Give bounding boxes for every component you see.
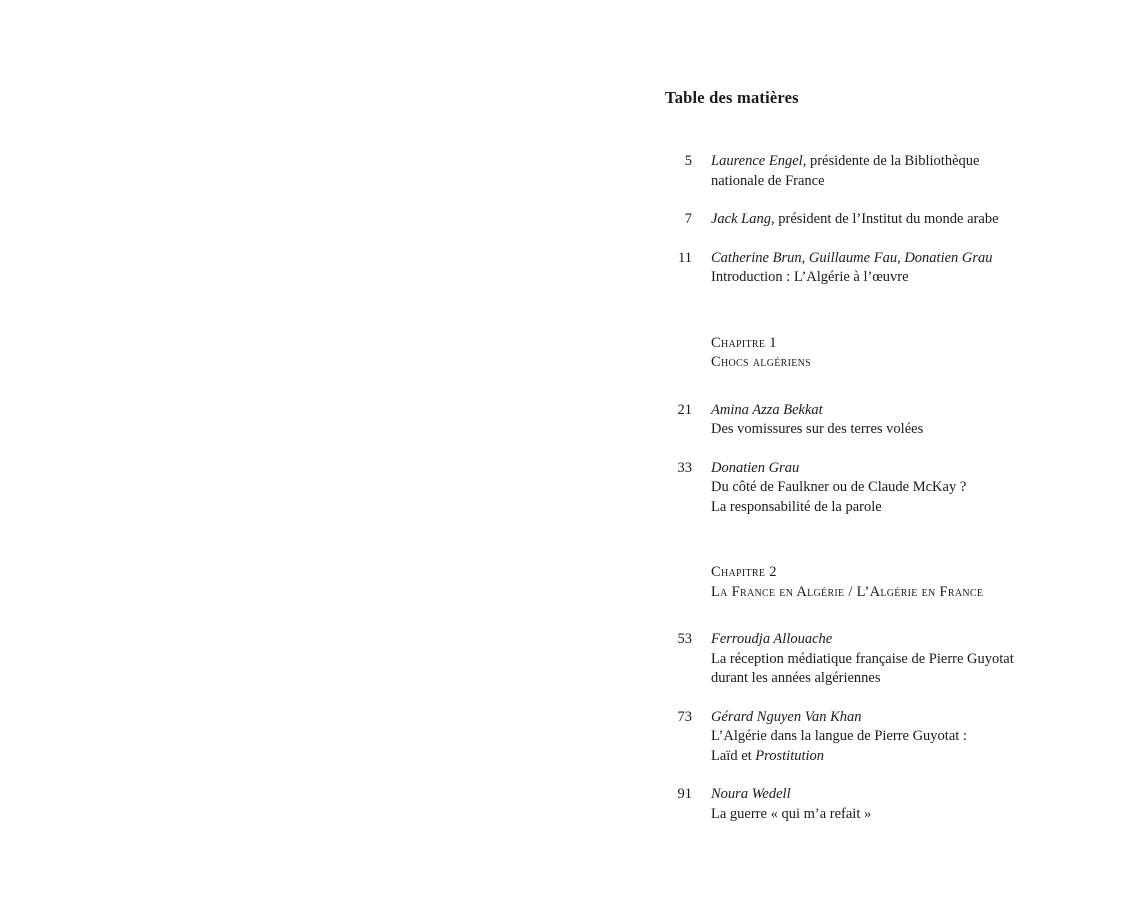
- toc-entry-author: Gérard Nguyen Van Khan: [711, 708, 862, 725]
- toc-entry-body: [711, 152, 979, 191]
- toc-entry-author-line: [711, 630, 1014, 650]
- toc-entry-author-line: [711, 210, 999, 230]
- toc-entry-body: [711, 210, 999, 230]
- toc-entry[interactable]: [660, 630, 1060, 689]
- toc-entry[interactable]: [660, 459, 1060, 518]
- chapter-heading: [711, 563, 1060, 602]
- toc-entry-author-role: , président de l’Institut du monde arabe: [771, 211, 999, 227]
- toc-entry-page-number: 21: [677, 401, 692, 418]
- toc-entry-author: Ferroudja Allouache: [711, 631, 833, 647]
- toc-entry-body: [711, 708, 967, 767]
- toc-entry-body: [711, 459, 966, 518]
- toc-entry-page-number: 53: [677, 631, 692, 647]
- toc-entry-author-line: [711, 152, 979, 172]
- chapter-name: La France en Algérie / L’Algérie en France: [711, 583, 984, 600]
- toc-entry-author-line: [711, 459, 966, 479]
- toc-entry[interactable]: [660, 401, 1060, 440]
- toc-entry-body: [711, 785, 871, 824]
- toc-entry-author: Laurence Engel: [711, 153, 803, 169]
- toc-entry-page-number: 5: [684, 153, 692, 169]
- toc-entry-body: [711, 401, 923, 440]
- toc-entry[interactable]: [660, 210, 1060, 230]
- work-title: Prostitution: [755, 747, 825, 764]
- toc-entry-author: Catherine Brun, Guillaume Fau, Donatien Grau: [711, 249, 993, 266]
- toc-entry-title-line: nationale de France: [711, 172, 825, 189]
- toc-entry[interactable]: [660, 785, 1060, 824]
- toc-entry-author-line: [711, 401, 923, 421]
- toc-entry[interactable]: [660, 249, 1060, 288]
- toc-entry-title-line: Introduction : L’Algérie à l’œuvre: [711, 269, 909, 285]
- table-of-contents: [660, 88, 1060, 843]
- toc-entry-author: Donatien Grau: [711, 459, 800, 476]
- toc-entry-title-line: La responsabilité de la parole: [711, 498, 882, 515]
- toc-entry-title-line: Des vomissures sur des terres volées: [711, 421, 924, 437]
- toc-entry-body: [711, 249, 993, 288]
- toc-entry-author-line: [711, 708, 967, 728]
- toc-entry-page-number: 7: [684, 211, 692, 227]
- page-title: Table des matières: [665, 88, 799, 107]
- toc-entry-author: Jack Lang: [711, 211, 771, 227]
- toc-entry-author: Noura Wedell: [711, 786, 791, 802]
- toc-entry-body: [711, 630, 1014, 689]
- toc-entry-page-number: 73: [677, 708, 692, 725]
- toc-entry-title-line: durant les années algériennes: [711, 670, 881, 686]
- toc-entry-title-line: Laïd et Prostitution: [711, 747, 825, 764]
- chapter-heading: [711, 334, 1060, 373]
- chapter-label: Chapitre 1: [711, 334, 777, 351]
- toc-entry-author: Amina Azza Bekkat: [711, 401, 823, 418]
- toc-entry-title-line: Du côté de Faulkner ou de Claude McKay ?: [711, 479, 967, 495]
- chapter-label: Chapitre 2: [711, 564, 777, 580]
- toc-entry[interactable]: [660, 708, 1060, 767]
- toc-entry-page-number: 91: [677, 786, 692, 802]
- chapter-name: Chocs algériens: [711, 354, 812, 370]
- toc-entry-title-line: La réception médiatique française de Pierre Guyotat: [711, 650, 1014, 667]
- toc-entry-author-line: [711, 249, 993, 269]
- toc-entry-title-line: La guerre « qui m’a refait »: [711, 805, 872, 822]
- toc-entry-author-line: [711, 785, 871, 805]
- toc-entry-page-number: 33: [677, 459, 692, 476]
- toc-entry-author-role: , présidente de la Bibliothèque: [802, 153, 980, 169]
- toc-entry-list: [660, 152, 1060, 824]
- toc-entry-title-line: L’Algérie dans la langue de Pierre Guyotat :: [711, 728, 967, 744]
- toc-entry-page-number: 11: [678, 249, 692, 266]
- toc-entry[interactable]: [660, 152, 1060, 191]
